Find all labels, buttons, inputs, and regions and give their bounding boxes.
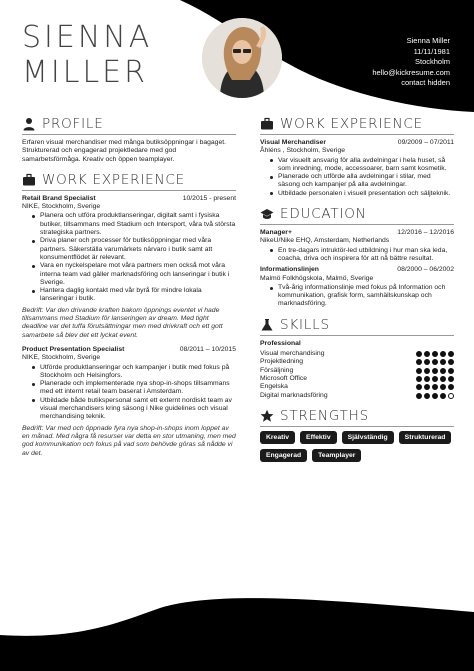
skill-name: Projektledning	[260, 358, 304, 366]
skill-row	[260, 367, 454, 375]
profile-text: Erfaren visual merchandiser med många butiksöppningar i bagaget. Strukturerad och engagerad projektledare med god samarbetsförmåga. Kreativ och öppen teamplayer.	[22, 139, 227, 163]
education-header	[260, 206, 454, 225]
skill-dot	[448, 351, 454, 357]
skill-dot	[416, 368, 422, 374]
bullet-item: En tre-dagars intruktör-led utbildning i hur man ska leda, coacha, driva och inspirera för att nå bättre resultat.	[270, 247, 454, 264]
job-entry	[22, 195, 236, 340]
bullet-item: Planerade och implementerade nya shop-in-shops tillsammans med ett internt retail team baserat i Amsterdam.	[32, 380, 236, 397]
bullet-item: Utbildade både butikspersonal samt ett externt nordiskt team av visual merchandisers kring säsong i Nike guidelines och visual merchandising teknik.	[32, 397, 236, 422]
skill-dot	[416, 351, 422, 357]
profile-title: PROFILE	[42, 116, 104, 132]
person-icon	[22, 117, 36, 131]
last-name: MILLER	[22, 55, 148, 90]
bullet-item: Hantera daglig kontakt med vår byrå för mindre lokala lanseringar i butik.	[32, 287, 236, 304]
flask-icon	[260, 318, 274, 332]
skill-name: Försäljning	[260, 366, 294, 374]
work-left-title: WORK EXPERIENCE	[42, 171, 185, 188]
skill-dot	[416, 384, 422, 390]
skill-dot	[448, 359, 454, 365]
strengths-header	[260, 408, 454, 427]
bullet-item: Två-årig informationslinje med fokus på Information och kommunikation, grafisk form, samhällskunskap och marknadsföring.	[270, 284, 454, 309]
skills-header	[260, 317, 454, 336]
skill-dot	[448, 376, 454, 382]
contact-birthdate: 11/11/1981	[413, 46, 450, 56]
skills-subtitle: Professional	[260, 339, 301, 347]
skill-level-dots	[416, 368, 454, 374]
contact-city: Stockholm	[414, 57, 450, 67]
briefcase-icon	[22, 173, 36, 187]
skill-name: Engelska	[260, 383, 288, 391]
skill-dot	[416, 359, 422, 365]
skill-dot	[424, 351, 430, 357]
skill-dot	[432, 351, 438, 357]
skill-dot	[432, 359, 438, 365]
edu-place: Malmö Folkhögskola, Malmö, Sverige	[260, 274, 374, 282]
job-bullets	[32, 212, 236, 303]
bullet-item: Var visuellt ansvarig för alla avdelningar i hela huset, så som inredning, mode, accessoarer, barn samt kosmetik.	[270, 157, 454, 174]
skill-dot	[432, 376, 438, 382]
strength-tag: Självständig	[342, 431, 394, 444]
skill-name: Visual merchandising	[260, 350, 325, 358]
skill-level-dots	[416, 384, 454, 390]
skill-name: Microsoft Office	[260, 374, 308, 382]
skill-dot	[424, 384, 430, 390]
skill-row	[260, 392, 454, 400]
skill-dot	[440, 384, 446, 390]
skills-list	[260, 350, 454, 400]
job-bullets	[32, 364, 236, 422]
bullet-item: Planera och utföra produktlanseringar, digitalt samt i fysiska butiker, tillsammans med Stadium och Intersport, våra två största strategiska partners.	[32, 212, 236, 237]
contact-info	[372, 36, 450, 89]
skill-dot	[440, 368, 446, 374]
job-place: NIKE, Stockholm, Sverige	[22, 203, 101, 211]
skill-dot	[424, 393, 430, 399]
skill-dot	[448, 368, 454, 374]
job-entry	[260, 139, 454, 198]
job-note: Bedrift: Var den drivande kraften bakom öppnings eventet vi hade tillsammans med Stadium för lanseringen av dream. Med tight deadline var det tuffa förutsättningar men med drivkraft och ett gott samarbete så blev det ett lyckat event.	[22, 306, 223, 339]
profile-photo	[202, 18, 282, 98]
strength-tag: Engagerad	[260, 449, 307, 462]
skill-dot	[424, 368, 430, 374]
work-right-title: WORK EXPERIENCE	[280, 116, 423, 132]
skill-dot	[432, 393, 438, 399]
skill-dot	[424, 376, 430, 382]
profile-header	[22, 116, 236, 135]
work-right-header	[260, 116, 454, 135]
job-place: Åhléns , Stockholm, Sverige	[260, 147, 346, 155]
skill-dot	[448, 393, 454, 399]
contact-hidden: contact hidden	[401, 78, 450, 88]
skill-row	[260, 375, 454, 383]
first-name: SIENNA	[22, 20, 153, 55]
edu-title: Informationslinjen	[260, 266, 319, 274]
job-date: 09/2009 – 07/2011	[397, 139, 454, 146]
graduation-cap-icon	[260, 207, 274, 221]
bullet-item: Driva planer och processer för butiksöppningar med våra partners. Säkerställa varumärkets närvaro i butik samt att konsumentflödet är relevant.	[32, 237, 236, 262]
contact-name: Sienna Miller	[406, 36, 450, 45]
job-place: NIKE, Stockholm, Sverige	[22, 354, 101, 362]
skill-level-dots	[416, 359, 454, 365]
skill-row	[260, 358, 454, 366]
skill-level-dots	[416, 351, 454, 357]
strength-tag: Teamplayer	[312, 449, 361, 462]
strength-tag: Effektiv	[300, 431, 337, 444]
strengths-tags	[260, 431, 454, 462]
edu-bullets	[270, 284, 454, 309]
skill-dot	[432, 368, 438, 374]
job-note: Bedrift: Var med och öppnade fyra nya shop-in-shops inom loppet av en månad. Med några få resurser var detta en stor utmaning, men med god kommunikation och fokus på vad som behövde göras så nådde vi av det.	[22, 424, 236, 457]
job-entry	[22, 346, 236, 458]
skill-level-dots	[416, 393, 454, 399]
skill-name: Digital marknadsföring	[260, 391, 328, 399]
job-title: Product Presentation Specialist	[22, 345, 125, 353]
job-date: 10/2015 - present	[182, 194, 236, 202]
strength-tag: Strukturerad	[399, 431, 452, 444]
skill-row	[260, 383, 454, 391]
skill-dot	[440, 393, 446, 399]
bullet-item: Planerade och utförde alla avdelningar i stilar, med säsong och kampanjer på alla avdelningar.	[270, 173, 454, 190]
edu-place: NikeU/Nike EHQ, Amsterdam, Netherlands	[260, 237, 390, 245]
education-title: EDUCATION	[280, 206, 367, 223]
skill-dot	[416, 376, 422, 382]
skill-dot	[424, 359, 430, 365]
briefcase-icon	[260, 117, 274, 131]
edu-title: Manager+	[260, 229, 292, 237]
bullet-item: Vara en nyckelspelare mot våra partners men också mot våra interna team vad gäller marknadsföring och lanseringar i butik i Sverige.	[32, 262, 236, 287]
education-entry	[260, 229, 454, 263]
job-bullets	[270, 157, 454, 198]
skill-dot	[448, 384, 454, 390]
edu-bullets	[270, 247, 454, 264]
skills-title: SKILLS	[280, 316, 330, 333]
edu-date: 08/2000 – 06/2002	[397, 266, 454, 274]
edu-date: 12/2016 – 12/2016	[397, 229, 454, 237]
footer-wave	[0, 598, 474, 671]
job-date: 08/2011 – 10/2015	[179, 345, 236, 353]
skill-row	[260, 350, 454, 358]
skill-dot	[440, 351, 446, 357]
work-left-header	[22, 172, 236, 191]
strengths-title: STRENGTHS	[280, 407, 369, 424]
star-icon	[260, 409, 274, 423]
left-column	[22, 116, 236, 464]
bullet-item: Utförde produktlanseringar och kampanjer i butik med fokus på Stockholm och Helsingfors.	[32, 364, 236, 381]
bullet-item: Utbildade personalen i visuell presentation och säljteknik.	[270, 190, 454, 198]
skill-dot	[432, 384, 438, 390]
skill-dot	[416, 393, 422, 399]
job-title: Visual Merchandiser	[260, 139, 326, 146]
job-title: Retail Brand Specialist	[22, 194, 96, 202]
skill-level-dots	[416, 376, 454, 382]
skill-dot	[440, 376, 446, 382]
skill-dot	[440, 359, 446, 365]
contact-email[interactable]: hello@kickresume.com	[372, 67, 450, 77]
right-column	[260, 116, 454, 462]
strength-tag: Kreativ	[260, 431, 295, 444]
education-entry	[260, 266, 454, 308]
